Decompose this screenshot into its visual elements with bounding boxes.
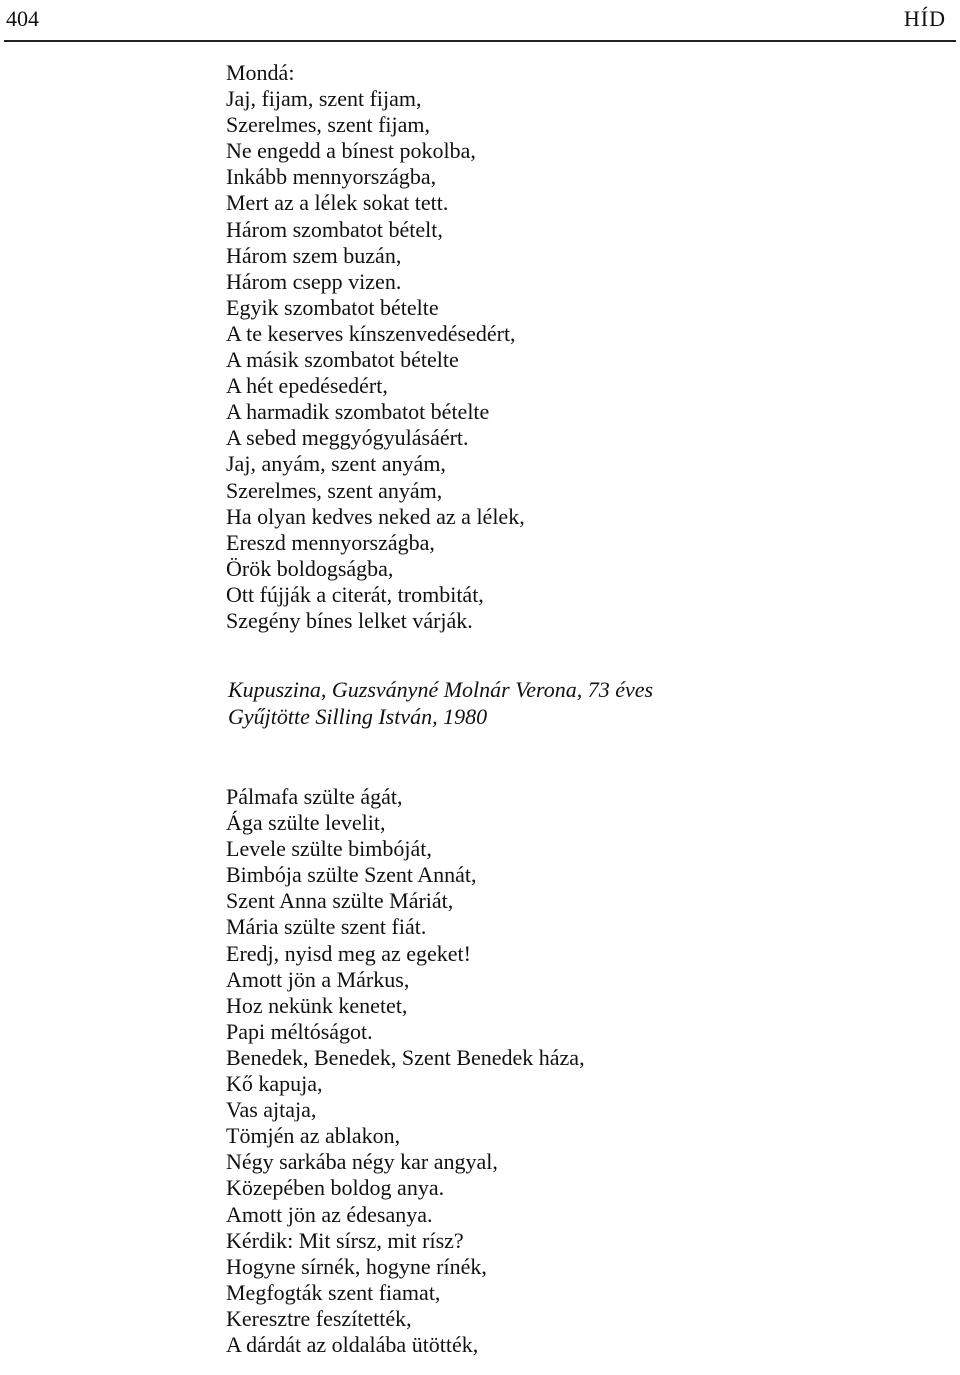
poem-line: Eredj, nyisd meg az egeket! xyxy=(226,940,471,966)
poem-line: Ne engedd a bínest pokolba, xyxy=(226,138,476,164)
poem-line: Jaj, anyám, szent anyám, xyxy=(226,451,446,477)
poem-line: Szegény bínes lelket várják. xyxy=(226,607,473,633)
poem-line: Ága szülte levelit, xyxy=(226,810,386,836)
attribution xyxy=(228,677,653,730)
poem-line: Levele szülte bimbóját, xyxy=(226,836,432,862)
poem-line: Három szem buzán, xyxy=(226,242,402,268)
poem-line: A sebed meggyógyulásáért. xyxy=(226,425,469,451)
informant-credit: Kupuszina, Guzsványné Molnár Verona, 73 éves xyxy=(228,677,654,702)
poem-line: Keresztre feszítették, xyxy=(226,1305,412,1331)
poem-line: Három szombatot bételt, xyxy=(226,216,443,242)
poem-line: Jaj, fijam, szent fijam, xyxy=(226,86,422,112)
poem-line: Tömjén az ablakon, xyxy=(226,1123,401,1149)
poem-line: A dárdát az oldalába ütötték, xyxy=(226,1331,479,1357)
running-head: HÍD xyxy=(903,6,946,31)
poem-line: Mondá: xyxy=(226,60,295,85)
poem-second xyxy=(226,784,585,1358)
poem-line: Négy sarkába négy kar angyal, xyxy=(226,1149,498,1175)
collector-credit: Gyűjtötte Silling István, 1980 xyxy=(228,703,488,729)
poem-line: Amott jön a Márkus, xyxy=(226,966,410,992)
poem-line: Bimbója szülte Szent Annát, xyxy=(226,862,477,888)
poem-line: Vas ajtaja, xyxy=(226,1097,317,1123)
poem-line: Három csepp vizen. xyxy=(226,268,402,294)
header-rule xyxy=(4,40,956,42)
poem-line: Kérdik: Mit sírsz, mit rísz? xyxy=(226,1227,464,1253)
poem-line: Papi méltóságot. xyxy=(226,1018,373,1044)
poem-line: Közepében boldog anya. xyxy=(226,1175,445,1201)
poem-line: A hét epedésedért, xyxy=(226,373,388,399)
poem-line: A harmadik szombatot bételte xyxy=(226,399,490,425)
poem-line: Ha olyan kedves neked az a lélek, xyxy=(226,503,525,529)
poem-line: Örök boldogságba, xyxy=(226,555,394,581)
poem-line: A másik szombatot bételte xyxy=(226,347,459,373)
poem-line: Ott fújják a citerát, trombitát, xyxy=(226,581,484,607)
poem-line: Pálmafa szülte ágát, xyxy=(226,784,403,809)
poem-line: Ereszd mennyországba, xyxy=(226,529,435,555)
page-number: 404 xyxy=(6,6,39,31)
poem-line: Amott jön az édesanya. xyxy=(226,1201,433,1227)
poem-line: Hogyne sírnék, hogyne rínék, xyxy=(226,1253,487,1279)
poem-line: Szerelmes, szent anyám, xyxy=(226,477,443,503)
poem-first xyxy=(226,60,525,634)
poem-line: Egyik szombatot bételte xyxy=(226,294,439,320)
poem-line: Inkább mennyországba, xyxy=(226,164,437,190)
poem-line: Kő kapuja, xyxy=(226,1071,323,1097)
poem-line: Megfogták szent fiamat, xyxy=(226,1279,441,1305)
poem-line: Szent Anna szülte Máriát, xyxy=(226,888,454,914)
poem-line: Mert az a lélek sokat tett. xyxy=(226,190,449,216)
poem-line: A te keserves kínszenvedésedért, xyxy=(226,320,516,346)
poem-line: Benedek, Benedek, Szent Benedek háza, xyxy=(226,1044,585,1070)
poem-line: Hoz nekünk kenetet, xyxy=(226,992,408,1018)
poem-line: Mária szülte szent fiát. xyxy=(226,914,427,940)
poem-line: Szerelmes, szent fijam, xyxy=(226,112,431,138)
